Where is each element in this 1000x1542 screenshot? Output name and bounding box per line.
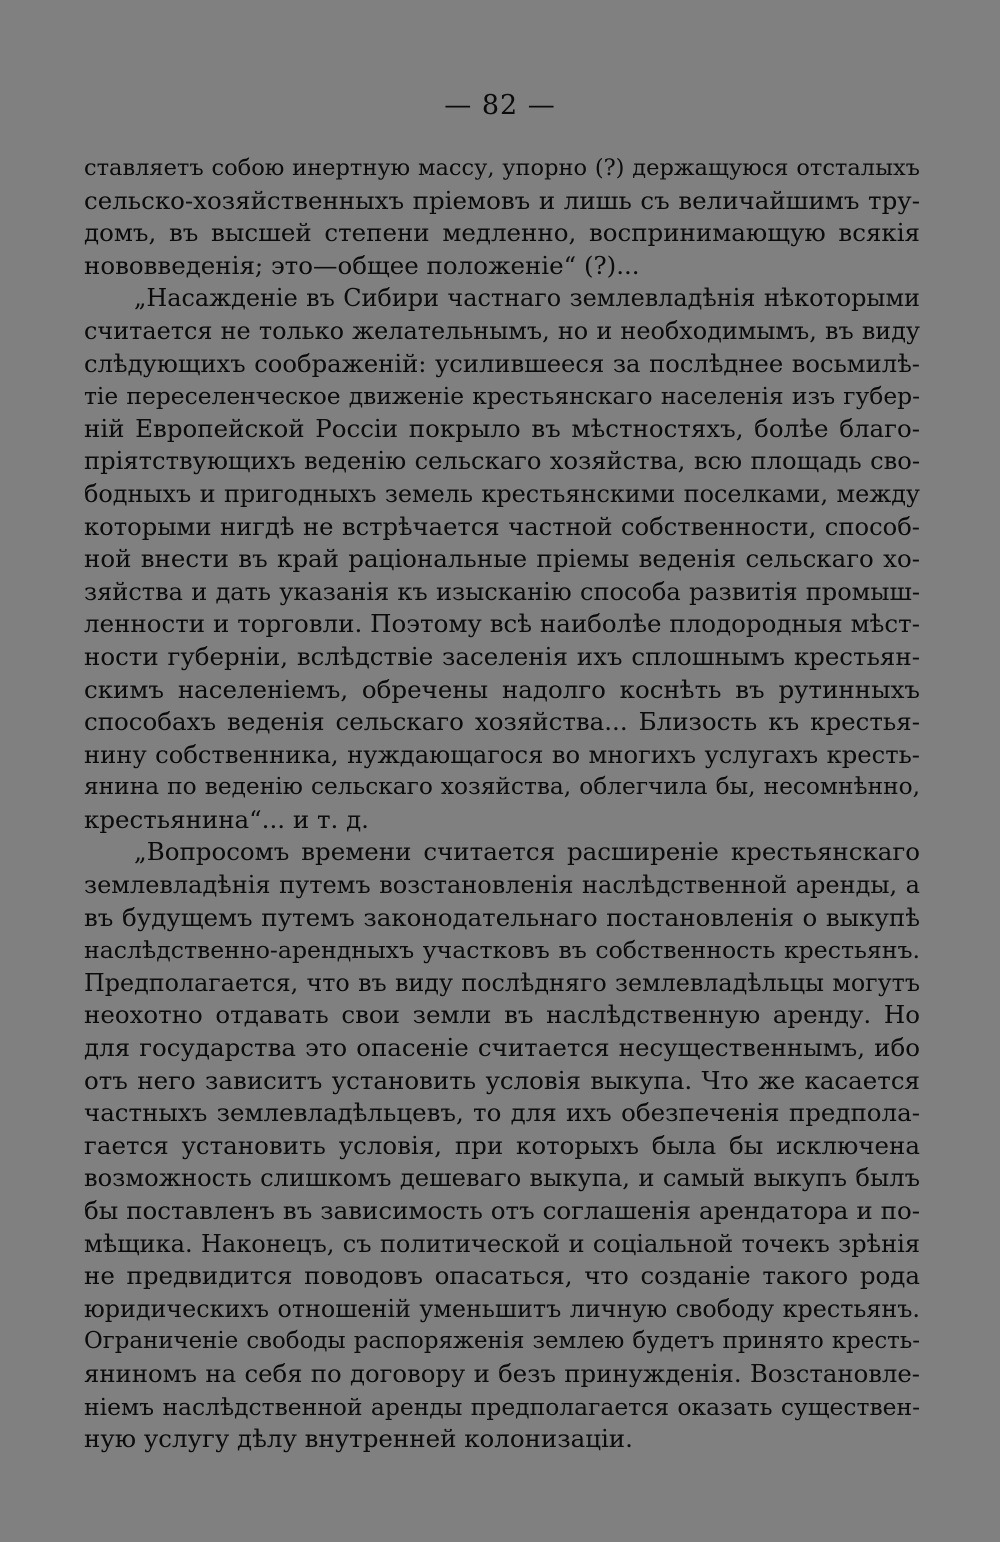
- text-line: ную услугу дѣлу внутренней колонизаціи.: [84, 1424, 633, 1454]
- text-line: ности губерніи, вслѣдствіе заселенія ихъ сплошнымъ крестьян-: [84, 641, 920, 671]
- text-line: тіе переселенческое движеніе крестьянскаго населенія изъ губер-: [84, 382, 920, 411]
- text-line: ніемъ наслѣдственной аренды предполагается оказать существен-: [84, 1392, 920, 1421]
- text-line: Предполагается, что въ виду послѣдняго землевладѣльцы могутъ: [84, 968, 920, 997]
- text-line: считается не только желательнымъ, но и необходимымъ, въ виду: [84, 316, 920, 345]
- text-line: гается установить условія, при которыхъ была бы исключена: [84, 1130, 920, 1160]
- text-line: домъ, въ высшей степени медленно, воспринимающую всякія: [84, 218, 920, 248]
- text-line: бы поставленъ въ зависимость отъ соглашенія арендатора и по-: [84, 1196, 920, 1225]
- text-line: возможность слишкомъ дешеваго выкупа, и самый выкупъ былъ: [84, 1164, 920, 1193]
- text-line: слѣдующихъ соображеній: усилившееся за послѣднее восьмилѣ-: [84, 348, 920, 378]
- text-line: „Насажденіе въ Сибири частнаго землевладѣнія нѣкоторыми: [134, 284, 920, 313]
- text-line: яниномъ на себя по договору и безъ принужденія. Возстановле-: [84, 1358, 920, 1388]
- text-line: мѣщика. Наконецъ, съ политической и соціальной точекъ зрѣнія: [84, 1229, 920, 1258]
- text-line: ставляетъ собою инертную массу, упорно (?) держащуюся отсталыхъ: [84, 155, 920, 181]
- text-line: способахъ веденія сельскаго хозяйства... Близость къ крестья-: [84, 707, 920, 737]
- text-line: юридическихъ отношеній уменьшитъ личную свободу крестьянъ.: [84, 1294, 920, 1323]
- text-line: нововведенія; это—общее положеніе“ (?)...: [84, 250, 640, 280]
- text-line: ній Европейской Россіи покрыло въ мѣстностяхъ, болѣе благо-: [84, 413, 920, 443]
- text-line: ленности и торговли. Поэтому всѣ наиболѣе плодородныя мѣст-: [84, 609, 920, 639]
- text-line: крестьянина“... и т. д.: [84, 804, 369, 834]
- text-line: зяйства и дать указанія къ изысканію способа развитія промыш-: [84, 577, 920, 606]
- page-number: — 82 —: [444, 90, 556, 121]
- text-line: сельско-хозяйственныхъ пріемовъ и лишь съ величайшимъ тру-: [84, 185, 920, 215]
- text-line: неохотно отдавать свои земли въ наслѣдственную аренду. Но: [84, 1000, 920, 1030]
- text-line: Ограниченіе свободы распоряженія землею будетъ принято кресть-: [84, 1328, 920, 1355]
- text-line: для государства это опасеніе считается несущественнымъ, ибо: [84, 1033, 920, 1063]
- text-line: не предвидится поводовъ опасаться, что созданіе такого рода: [84, 1261, 920, 1291]
- text-line: частныхъ землевладѣльцевъ, то для ихъ обезпеченія предпола-: [84, 1098, 920, 1128]
- text-line: нину собственника, нуждающагося во многихъ услугахъ кресть-: [84, 739, 920, 769]
- text-line: въ будущемъ путемъ законодательнаго постановленія о выкупѣ: [84, 902, 920, 932]
- text-line: бодныхъ и пригодныхъ земель крестьянскими поселками, между: [84, 479, 920, 508]
- text-line: землевладѣнія путемъ возстановленія наслѣдственной аренды, а: [84, 871, 920, 900]
- text-line: скимъ населеніемъ, обречены надолго коснѣть въ рутинныхъ: [84, 674, 920, 704]
- text-line: пріятствующихъ веденію сельскаго хозяйства, всю площадь сво-: [84, 447, 920, 476]
- text-line: наслѣдственно-арендныхъ участковъ въ собственность крестьянъ.: [84, 936, 920, 965]
- text-line: янина по веденію сельскаго хозяйства, облегчила бы, несомнѣнно,: [84, 773, 920, 801]
- text-line: ной внести въ край раціональные пріемы веденія сельскаго хо-: [84, 544, 920, 574]
- body-text: [84, 152, 920, 1456]
- text-line: „Вопросомъ времени считается расширеніе крестьянскаго: [134, 837, 920, 867]
- text-line: отъ него зависитъ установить условія выкупа. Что же касается: [84, 1065, 920, 1095]
- text-line: которыми нигдѣ не встрѣчается частной собственности, способ-: [84, 512, 920, 541]
